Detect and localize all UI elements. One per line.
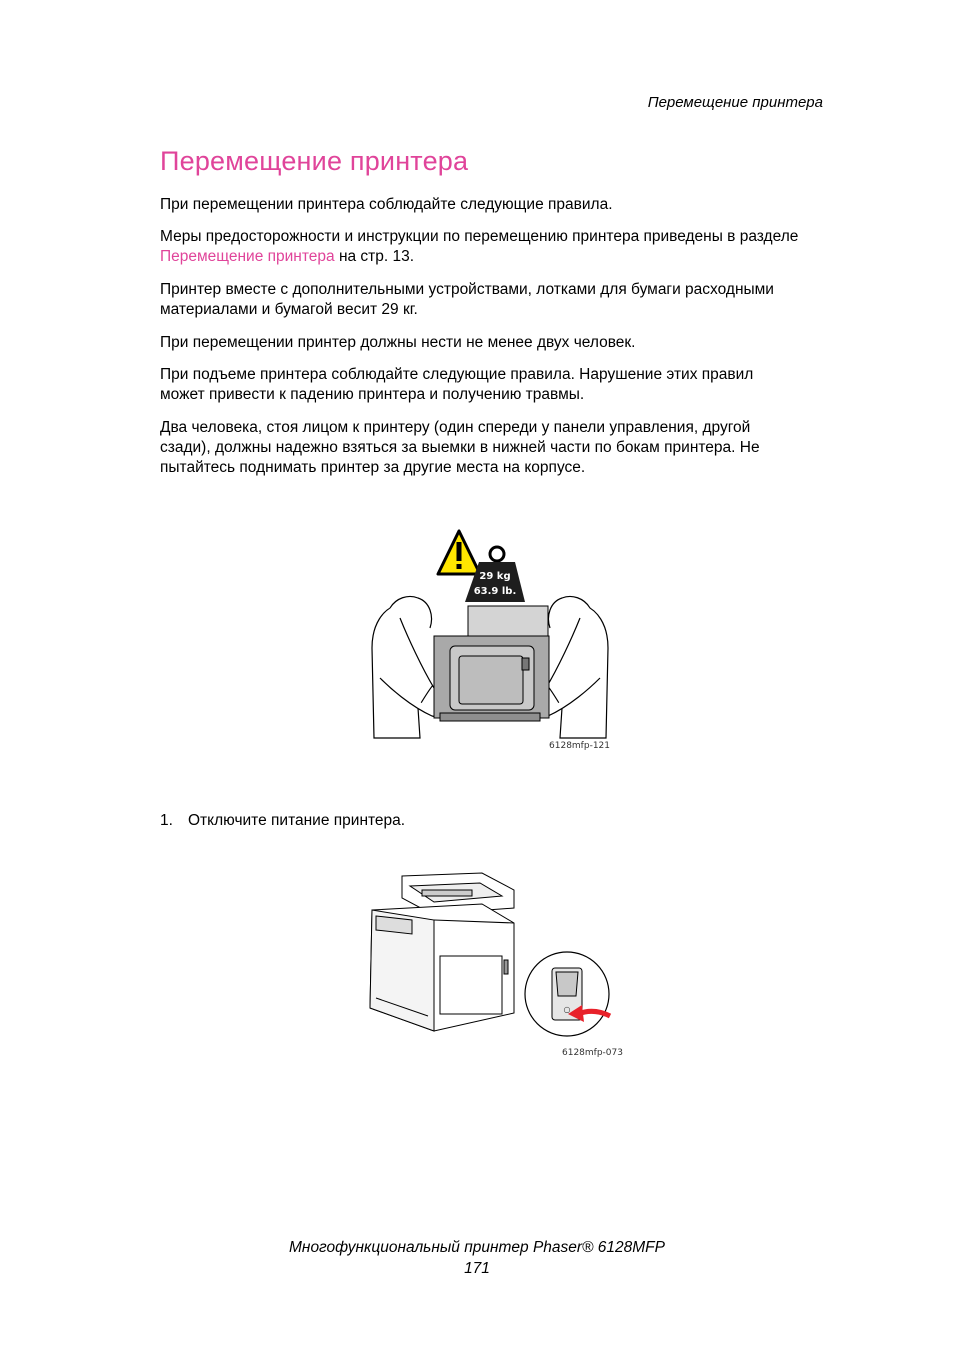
svg-text:○: ○ (563, 1005, 571, 1014)
paragraph-grip-instructions: Два человека, стоя лицом к принтеру (один спереди у панели управления, другой сзади), должны надежно взяться за выемки в нижней части по бокам принтера. Не пытайтесь поднимать принтер за другие места на корпусе. (160, 419, 760, 476)
step-1-number: 1. (160, 812, 173, 829)
paragraph-lifting-rules: При подъеме принтера соблюдайте следующие правила. Нарушение этих правил может привести к падению принтера и получению травмы. (160, 366, 754, 403)
page-title: Перемещение принтера (160, 146, 469, 176)
weight-lb-label: 63.9 lb. (473, 586, 517, 597)
mfp-printer-illustration (370, 873, 514, 1031)
warning-icon (438, 531, 480, 574)
figure1-code: 6128mfp-121 (549, 741, 610, 751)
page-number: 171 (464, 1260, 490, 1277)
step-1-text: Отключите питание принтера. (188, 812, 406, 829)
weight-kg-label: 29 kg (479, 571, 511, 582)
paragraph-two-people: При перемещении принтер должны нести не менее двух человек. (160, 334, 636, 351)
figure2-code: 6128mfp-073 (562, 1048, 623, 1058)
link-moving-printer[interactable]: Перемещение принтера (160, 248, 335, 265)
figure-lifting-printer (360, 528, 620, 751)
footer-product-name: Многофункциональный принтер Phaser® 6128MFP (289, 1239, 665, 1256)
paragraph-precautions-text: Меры предосторожности и инструкции по перемещению принтера приведены в разделе (160, 228, 799, 245)
figure-power-switch (362, 868, 622, 1060)
power-switch-zoom (525, 952, 609, 1036)
running-header: Перемещение принтера (647, 94, 823, 111)
paragraph-weight: Принтер вместе с дополнительными устройствами, лотками для бумаги расходными материалами и бумагой весит 29 кг. (160, 281, 774, 318)
paragraph-rules-intro: При перемещении принтера соблюдайте следующие правила. (160, 196, 613, 213)
paragraph-precautions-page-ref: на стр. 13. (334, 248, 415, 265)
paragraph-precautions (160, 227, 820, 267)
step-1 (160, 812, 405, 830)
printer-illustration (434, 606, 549, 721)
page-footer (0, 1237, 954, 1279)
